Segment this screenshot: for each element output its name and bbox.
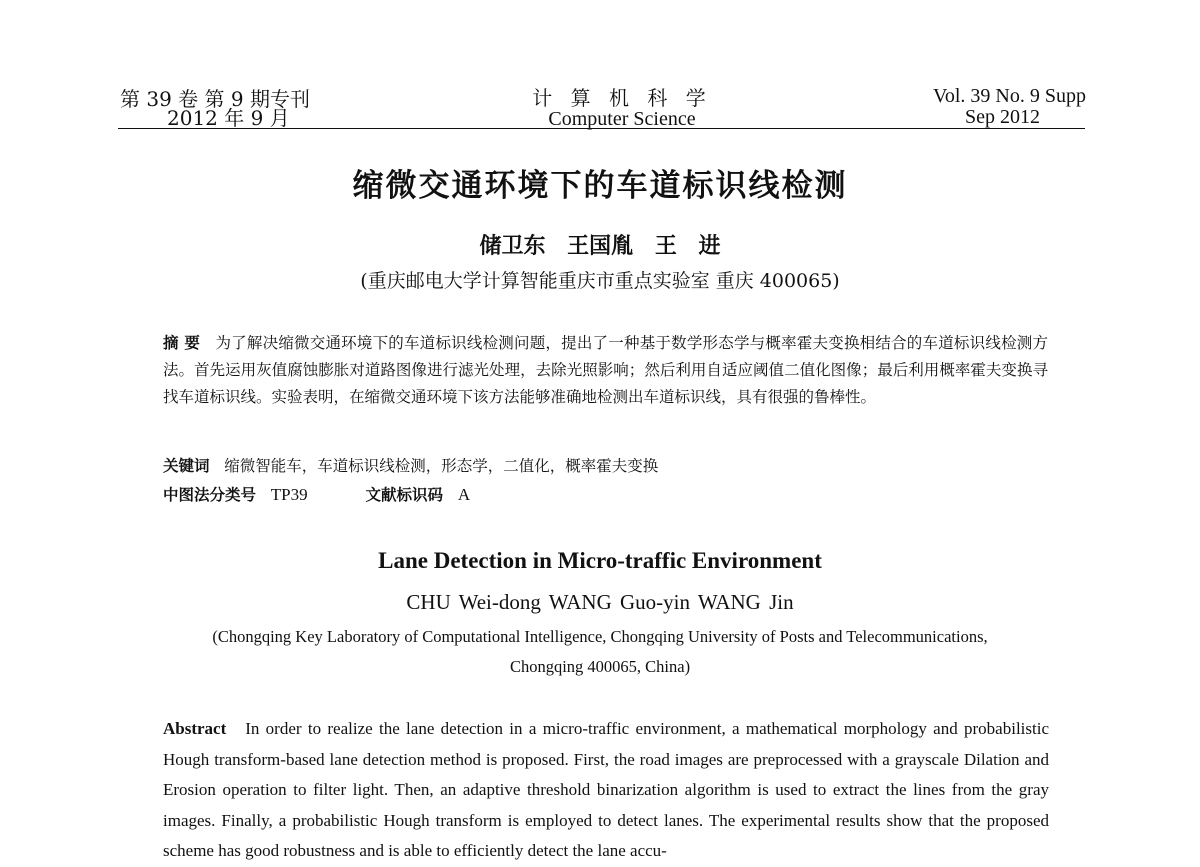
affiliation-en-line1: (Chongqing Key Laboratory of Computational Intelligence, Chongqing University of Posts and Telecommunications, xyxy=(212,627,988,646)
clc-value: TP39 xyxy=(270,485,308,504)
doc-code-value: A xyxy=(457,485,471,504)
abstract-en-label: Abstract xyxy=(163,719,227,738)
affiliation-cn: (重庆邮电大学计算智能重庆市重点实验室 重庆 400065) xyxy=(360,270,840,292)
doc-code-label: 文献标识码 xyxy=(365,486,444,504)
header-rule xyxy=(118,128,1085,129)
journal-name-cn: 计 算 机 科 学 xyxy=(532,86,712,110)
journal-volume-cn: 第 39 卷 第 9 期专刊 xyxy=(120,87,310,111)
affiliation-en xyxy=(150,622,1050,682)
journal-volume-en: Vol. 39 No. 9 Supp xyxy=(933,85,1086,107)
abstract-cn-text: 为了解决缩微交通环境下的车道标识线检测问题，提出了一种基于数学形态学与概率霍夫变换相结合的车道标识线检测方法。首先运用灰值腐蚀膨胀对道路图像进行滤光处理，去除光照影响；然后利用自适应阈值二值化图像；最后利用概率霍夫变换寻找车道标识线。实验表明，在缩微交通环境下该方法能够准确地检测出车道标识线，具有很强的鲁棒性。 xyxy=(163,334,1048,406)
authors-cn: 储卫东 王国胤 王 进 xyxy=(479,234,721,259)
authors-en: CHU Wei-dong WANG Guo-yin WANG Jin xyxy=(406,590,794,614)
abstract-en xyxy=(163,714,1049,867)
keywords-cn xyxy=(163,453,1048,480)
abstract-en-text: In order to realize the lane detection in a micro-traffic environment, a mathematical morphology and probabilistic Hough transform-based lane detection method is proposed. First, the road images are preprocessed with a grayscale Dilation and Erosion operation to filter light. Then, an adaptive threshold binarization algorithm is used to extract the lines from the gray images. Finally, a probabilistic Hough transform is employed to detect lanes. The experimental results show that the proposed scheme has good robustness and is able to efficiently detect the lane accu- xyxy=(163,719,1049,860)
journal-date-en: Sep 2012 xyxy=(965,106,1040,128)
classification-line xyxy=(163,481,1048,509)
keywords-cn-label: 关键词 xyxy=(163,457,210,475)
journal-date-cn: 2012 年 9 月 xyxy=(167,106,290,130)
affiliation-en-line2: Chongqing 400065, China) xyxy=(509,657,691,676)
abstract-cn-label: 摘 要 xyxy=(163,334,201,352)
clc-label: 中图法分类号 xyxy=(163,486,257,504)
journal-name-en: Computer Science xyxy=(548,108,696,130)
paper-title-cn: 缩微交通环境下的车道标识线检测 xyxy=(352,168,848,204)
abstract-cn xyxy=(163,330,1048,411)
paper-title-en: Lane Detection in Micro-traffic Environment xyxy=(378,548,822,573)
keywords-cn-text: 缩微智能车，车道标识线检测，形态学，二值化，概率霍夫变换 xyxy=(224,457,659,475)
